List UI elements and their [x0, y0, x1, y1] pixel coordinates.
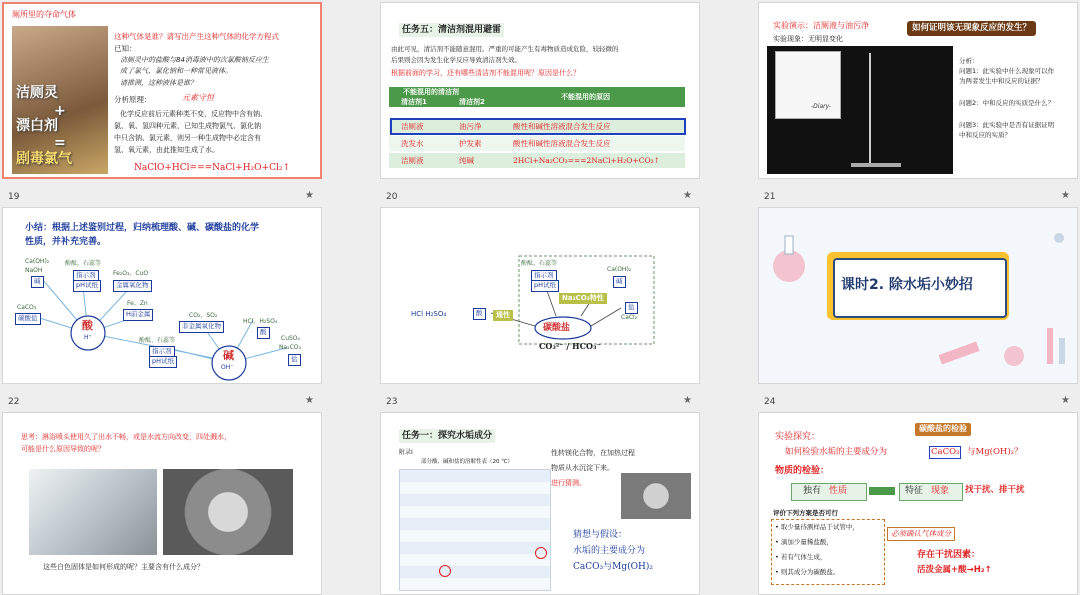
text: 化学反应前后元素种类不变，反应物中含有钠、 [120, 110, 267, 118]
node-box: 盐 [625, 302, 638, 314]
slide-title: 实验演示：洁厕液与油污净 [773, 21, 869, 30]
text: 物质从水沉淀下来。 [551, 464, 614, 472]
text: 氯、氧、氢四种元素，已知生成物氯气、氯化钠 [114, 122, 261, 130]
hypothesis-text: CaCO₃与Mg(OH)₂ [573, 562, 653, 572]
central-node: 碳酸盐 [543, 323, 571, 333]
equation: NaClO+HCl===NaCl+H₂O+Cl₂↑ [134, 163, 290, 173]
node-label: Na₂CO₃ [279, 344, 301, 351]
slide-number: 24 [764, 397, 776, 407]
table-cell: 油污净 [459, 122, 482, 131]
node-box: 碳酸盐 [15, 313, 41, 325]
table-header-cell: 清洁剂1 [401, 98, 427, 106]
text: 已知： [114, 44, 137, 53]
slide-thumbnail-27[interactable] [758, 412, 1078, 595]
callout-label: 如何证明该无现象反应的发生？ [907, 21, 1036, 36]
node-label: 酚酞、石蕊等 [65, 260, 102, 267]
step-tail: 找干扰、排干扰 [965, 485, 1025, 495]
step-label: 性质 [829, 486, 848, 496]
slide-thumbnail-23[interactable] [380, 207, 700, 384]
highlight-label: Na₂CO₃特性 [559, 293, 607, 304]
text: 成了氯气、氯化钠和一种常见液体。 [120, 67, 232, 75]
table-header-cell: 不能混用的原因 [561, 93, 610, 101]
table-title: 部分酸、碱和盐的溶解性表（20 ℃） [421, 459, 513, 465]
star-icon[interactable]: ★ [683, 395, 692, 406]
analysis-text: 分析： [959, 57, 979, 65]
node-label: CO₂、SO₂ [189, 312, 218, 319]
node-label: HCl H₂SO₄ [411, 310, 447, 318]
table-cell: 护发素 [459, 139, 482, 148]
star-icon[interactable]: ★ [1061, 395, 1070, 406]
step-label: 独有 [803, 486, 822, 496]
table-cell: 洁厕液 [401, 156, 424, 165]
question: 根据前面的学习，还有哪些清洁剂不能混用呢？原因是什么？ [391, 69, 580, 77]
slide-title: 课时2. 除水垢小妙招 [841, 277, 973, 293]
image-caption: + [54, 103, 66, 119]
table-marker [535, 547, 547, 559]
table-marker [439, 565, 451, 577]
node-box: 指示剂 [73, 270, 99, 282]
slide-number: 20 [386, 192, 398, 202]
question: 可能是什么原因导致的呢？ [21, 445, 105, 453]
text: 由此可见，清洁剂不能随意混用。严重的可能产生有毒物质造成危险，较轻微的 [391, 45, 619, 53]
caption: 这些白色固体是如何形成的呢？主要含有什么成分？ [43, 563, 204, 571]
node-box: 指示剂 [531, 270, 557, 282]
shower-head-photo [621, 473, 691, 519]
shower-photo [29, 469, 157, 555]
acid-node: 酸 [82, 319, 93, 332]
lab-stand [869, 53, 871, 163]
slide-title: 性质，并补充完善。 [25, 237, 107, 247]
node-box: 酸 [257, 327, 270, 339]
acid-ion: H⁺ [84, 334, 92, 341]
eval-item: • 若有气体生成， [775, 553, 827, 561]
node-box: 碱 [613, 276, 626, 288]
table-cell: 酸性和碱性溶液混合发生反应 [513, 122, 611, 131]
image-caption: 漂白剂 [16, 118, 58, 134]
ion-label: CO₃²⁻ / HCO₃⁻ [539, 341, 601, 351]
highlight-label: 通性 [493, 310, 513, 321]
question-highlight: CaCO₃ [929, 446, 961, 459]
image-caption: 剧毒氯气 [16, 151, 72, 167]
eval-item: • 取少量待测样品于试管中， [775, 523, 859, 531]
question: 思考：淋浴喷头使用久了出水不畅，或是水流方向改变，四处溅水， [21, 433, 231, 441]
table-header-cell: 清洁剂2 [459, 98, 485, 106]
text: 请推测，这种液体是谁？ [120, 79, 197, 87]
analysis-text: 为两者发生中和反应的证据？ [959, 77, 1044, 85]
node-label: 酚酞、石蕊等 [139, 337, 176, 344]
slide-thumbnail-24[interactable] [758, 207, 1078, 384]
slide-thumbnail-20[interactable] [380, 2, 700, 179]
slide-thumbnail-19[interactable] [2, 2, 322, 179]
question: 如何检验水垢的主要成分为 [785, 447, 888, 457]
text: 实验现象：无明显变化 [773, 35, 843, 43]
text: 性转镁化合物，在加热过程 [551, 449, 635, 457]
node-label: NaOH [25, 267, 43, 274]
slide-number: 19 [8, 192, 20, 202]
star-icon[interactable]: ★ [305, 395, 314, 406]
node-box: 指示剂 [149, 346, 175, 358]
step-label: 现象 [931, 486, 950, 496]
node-label: Fe₂O₃、CuO [113, 270, 149, 277]
image-caption: = [54, 135, 66, 151]
analysis-text: 问题2：中和反应的实质是什么？ [959, 99, 1055, 107]
text: 中只含钠、氯元素，则另一种生成物中必定含有 [114, 134, 261, 142]
analysis-text: 中和反应的实质？ [959, 131, 1011, 139]
slide-title: 任务五：清洁剂混用避雷 [399, 23, 504, 37]
table-cell: 纯碱 [459, 156, 474, 165]
star-icon[interactable]: ★ [305, 190, 314, 201]
lab-stand-base [851, 163, 901, 167]
table-cell: 酸性和碱性溶液混合发生反应 [513, 139, 611, 148]
node-label: Fe、Zn [127, 300, 148, 307]
shower-head-photo [163, 469, 293, 555]
table-cell: 洗发水 [401, 139, 424, 148]
interference-text: 活泼金属+酸→H₂↑ [917, 565, 992, 575]
node-label: HCl、H₂SO₄ [243, 318, 278, 325]
node-box: 碱 [31, 276, 44, 288]
question: 与Mg(OH)₂？ [967, 447, 1023, 457]
interference-title: 存在干扰因素： [917, 550, 981, 560]
section-label: 物质的检验： [775, 466, 830, 476]
node-box: pH试纸 [531, 280, 559, 292]
node-box: 非金属氧化物 [179, 321, 224, 333]
slide-title: 厕所里的夺命气体 [12, 10, 76, 19]
slide-thumbnail-25[interactable] [2, 412, 322, 595]
slide-number: 23 [386, 397, 398, 407]
concept-diagram [381, 208, 700, 384]
hypothesis-title: 猜想与假设： [573, 530, 628, 540]
appendix-label: 附录Ⅰ [399, 449, 413, 456]
node-label: CuSO₄ [281, 335, 300, 342]
image-caption: 洁厕灵 [16, 85, 58, 101]
slide-thumbnail-21[interactable] [758, 2, 1078, 179]
slide-thumbnail-26[interactable] [380, 412, 700, 595]
node-label: 酚酞、石蕊等 [521, 260, 558, 267]
text: 进行猜测。 [551, 479, 586, 487]
table-cell: 洁厕液 [401, 122, 424, 131]
slide-title: 任务一：探究水垢成分 [399, 429, 495, 443]
eval-item: • 则其成分为碳酸盐。 [775, 568, 840, 576]
base-ion: OH⁻ [221, 364, 234, 371]
text: 分析原理： [114, 95, 152, 104]
star-icon[interactable]: ★ [1061, 190, 1070, 201]
slide-title: 实验探究： [775, 432, 821, 442]
node-box: pH试纸 [73, 280, 101, 292]
slide-number: 21 [764, 192, 776, 202]
slide-title: 小结：根据上述鉴别过程，归纳梳理酸、碱、碳酸盐的化学 [25, 223, 260, 233]
table-header-cell: 不能混用的清洁剂 [403, 88, 459, 96]
analysis-text: 问题1：此实验中什么现象可以作 [959, 67, 1055, 75]
node-label: CaCO₃ [17, 304, 37, 311]
step-label: 特征 [905, 486, 924, 496]
eval-title: 评价下列方案是否可行 [773, 509, 838, 517]
text: 洁厕灵中的盐酸与84消毒液中的次氯酸钠反应生 [120, 56, 269, 64]
eval-item: • 滴加少量稀盐酸， [775, 538, 833, 546]
handwritten-note: 必须确认气体成分 [887, 527, 955, 541]
base-node: 碱 [223, 349, 234, 362]
node-label: CaCl₂ [621, 314, 638, 321]
table-cell: 2HCl+Na₂CO₃===2NaCl+H₂O+CO₂↑ [513, 156, 660, 165]
text: 后果则会因为发生化学反应导致清洁剂失效。 [391, 56, 521, 64]
node-box: 盐 [288, 354, 301, 366]
slide-number: 22 [8, 397, 20, 407]
notebook-label: -Diary- [811, 103, 832, 110]
node-label: Ca(OH)₂ [25, 258, 50, 265]
slide-thumbnail-22[interactable] [2, 207, 322, 384]
arrow-right-icon [869, 487, 895, 495]
solubility-table [399, 469, 551, 591]
hypothesis-text: 水垢的主要成分为 [573, 546, 646, 556]
node-box: 金属氧化物 [113, 280, 152, 292]
analysis-text: 问题3：此实验中是否有证据证明 [959, 121, 1055, 129]
star-icon[interactable]: ★ [683, 190, 692, 201]
node-label: Ca(OH)₂ [607, 266, 632, 273]
node-box: pH试纸 [149, 356, 177, 368]
node-box: H前金属 [123, 309, 153, 321]
handwritten-note: 元素守恒 [182, 93, 214, 102]
question: 这种气体是谁？请写出产生这种气体的化学方程式 [114, 32, 279, 41]
text: 氢、氧元素，由此推知生成了水。 [114, 146, 219, 154]
badge: 碳酸盐的检验 [915, 423, 971, 436]
node-box: 酸 [473, 308, 486, 320]
